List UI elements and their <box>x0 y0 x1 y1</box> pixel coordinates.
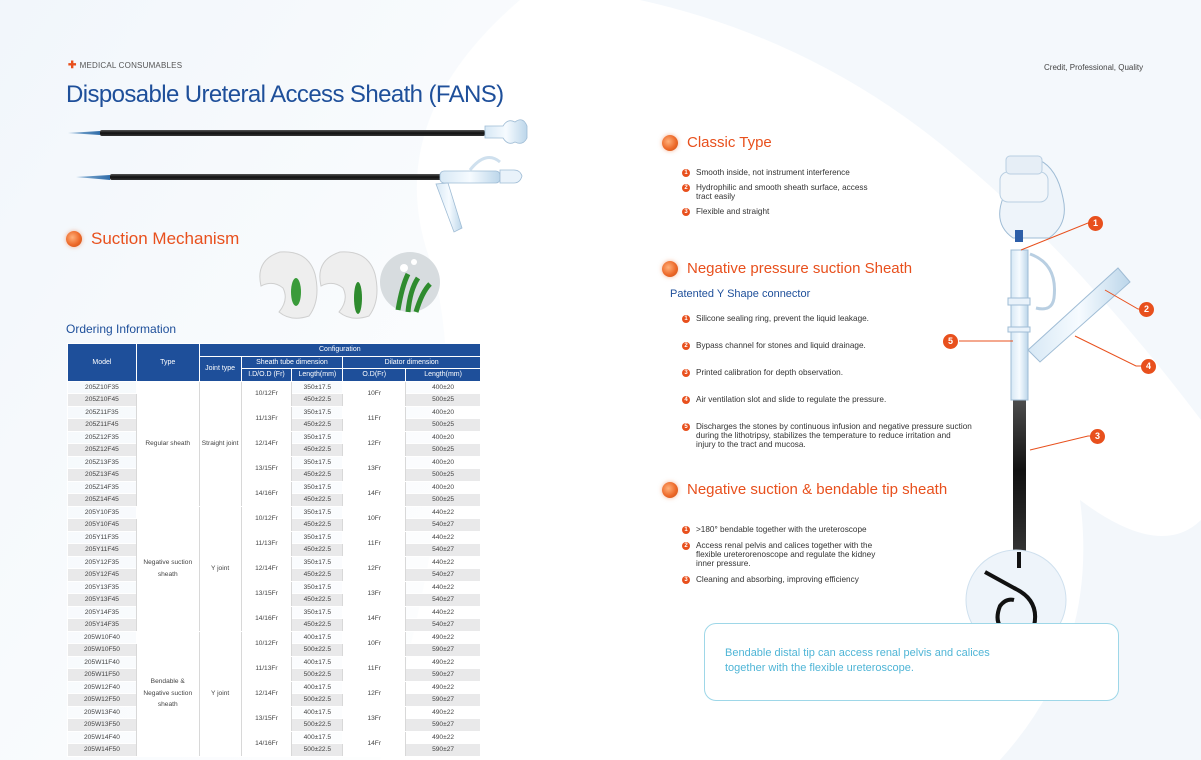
table-cell: 590±27 <box>406 644 481 657</box>
table-cell: 13Fr <box>343 706 406 731</box>
list-item-text: Printed calibration for depth observation. <box>696 368 844 377</box>
table-cell: 490±22 <box>406 631 481 644</box>
table-row <box>68 631 481 644</box>
table-cell: 11Fr <box>343 531 406 556</box>
col-joint-type: Joint type <box>199 356 241 381</box>
list-item-text: Discharges the stones by continuous infusion and negative pressure suction during the lithotripsy, stabilizes the temperature to reduce irritation and injury to the tract and mucosa. <box>696 422 972 449</box>
table-cell: 590±27 <box>406 669 481 682</box>
list-item-text: >180° bendable together with the ureteroscope <box>696 525 867 534</box>
table-cell: 13Fr <box>343 581 406 606</box>
col-dilator-length: Length(mm) <box>406 369 481 382</box>
table-cell: 540±27 <box>406 519 481 532</box>
table-cell: 205Y10F35 <box>68 506 137 519</box>
table-cell: 205Y13F35 <box>68 581 137 594</box>
slogan: Credit, Professional, Quality <box>1044 63 1144 72</box>
table-cell: 10/12Fr <box>241 631 292 656</box>
table-cell: 205W12F40 <box>68 681 137 694</box>
table-cell: 205W13F50 <box>68 719 137 732</box>
title-suffix: (FANS) <box>428 81 504 108</box>
table-cell: 205Z11F45 <box>68 419 137 432</box>
list-item-text: Access renal pelvis and calices together with the flexible ureterorenoscope and regulate the kidney inner pressure. <box>696 541 876 568</box>
table-cell: 205Y13F45 <box>68 594 137 607</box>
table-cell: 205Y11F35 <box>68 531 137 544</box>
table-cell: 500±22.5 <box>292 669 343 682</box>
table-cell: 450±22.5 <box>292 444 343 457</box>
table-row <box>68 531 481 544</box>
number-badge: 4 <box>682 396 690 404</box>
table-cell: 540±27 <box>406 619 481 632</box>
table-cell: 540±27 <box>406 569 481 582</box>
table-cell: 14Fr <box>343 606 406 631</box>
ordering-heading: Ordering Information <box>66 322 177 336</box>
table-cell: 14/16Fr <box>241 731 292 756</box>
table-row <box>68 481 481 494</box>
table-cell: 205Z11F35 <box>68 406 137 419</box>
table-cell: 450±22.5 <box>292 519 343 532</box>
table-cell: 350±17.5 <box>292 531 343 544</box>
callout-badge-5: 5 <box>943 334 958 349</box>
list-item-text: Cleaning and absorbing, improving efficiency <box>696 575 859 584</box>
table-cell: Bendable & Negative suction sheath <box>136 631 199 756</box>
table-cell: 500±25 <box>406 419 481 432</box>
table-cell: 400±20 <box>406 431 481 444</box>
list-item <box>682 422 972 449</box>
list-item <box>682 395 972 404</box>
table-cell: 540±27 <box>406 544 481 557</box>
table-row <box>68 731 481 744</box>
table-cell: 205Z13F35 <box>68 456 137 469</box>
table-cell: 490±22 <box>406 656 481 669</box>
list-item <box>682 368 972 377</box>
callout-badge-4: 4 <box>1141 359 1156 374</box>
table-cell: 205W13F40 <box>68 706 137 719</box>
table-cell: 450±22.5 <box>292 594 343 607</box>
table-cell: 205Z12F45 <box>68 444 137 457</box>
table-cell: 205W11F40 <box>68 656 137 669</box>
suction-mechanism-heading <box>66 229 239 249</box>
category-label <box>68 60 182 71</box>
table-cell: 500±22.5 <box>292 644 343 657</box>
table-cell: 350±17.5 <box>292 481 343 494</box>
col-od: O.D(Fr) <box>343 369 406 382</box>
table-cell: 400±20 <box>406 406 481 419</box>
table-row <box>68 456 481 469</box>
list-item-text: Flexible and straight <box>696 207 770 216</box>
table-cell: 440±22 <box>406 556 481 569</box>
number-badge: 3 <box>682 576 690 584</box>
table-cell: 205Z10F45 <box>68 394 137 407</box>
table-cell: 10Fr <box>343 631 406 656</box>
table-row <box>68 706 481 719</box>
list-item-text: Hydrophilic and smooth sheath surface, access tract easily <box>696 183 868 201</box>
list-item <box>682 575 882 584</box>
table-cell: 205Z13F45 <box>68 469 137 482</box>
col-model: Model <box>68 344 137 382</box>
callout-badge-3: 3 <box>1090 429 1105 444</box>
table-cell: 11/13Fr <box>241 531 292 556</box>
bendable-heading-text: Negative suction & bendable tip sheath <box>687 481 948 498</box>
table-cell: 205W14F40 <box>68 731 137 744</box>
table-cell: 205Y14F35 <box>68 606 137 619</box>
table-cell: 400±20 <box>406 481 481 494</box>
callout-badge-1: 1 <box>1088 216 1103 231</box>
number-badge: 2 <box>682 542 690 550</box>
table-row <box>68 656 481 669</box>
table-cell: 450±22.5 <box>292 469 343 482</box>
table-cell: Y joint <box>199 506 241 631</box>
table-cell: 205Z14F35 <box>68 481 137 494</box>
table-cell: 11/13Fr <box>241 656 292 681</box>
table-cell: 400±20 <box>406 456 481 469</box>
category-text: MEDICAL CONSUMABLES <box>79 61 183 70</box>
table-cell: 205W12F50 <box>68 694 137 707</box>
table-cell: 490±22 <box>406 706 481 719</box>
classic-list <box>682 168 882 222</box>
table-cell: 500±25 <box>406 394 481 407</box>
callout-text: Bendable distal tip can access renal pelvis and calices together with the flexible ureteroscope. <box>725 647 990 674</box>
table-cell: 12/14Fr <box>241 556 292 581</box>
table-cell: 590±27 <box>406 744 481 757</box>
table-cell: 450±22.5 <box>292 544 343 557</box>
number-badge: 1 <box>682 526 690 534</box>
table-cell: Straight joint <box>199 381 241 506</box>
table-cell: 11/13Fr <box>241 406 292 431</box>
table-cell: 450±22.5 <box>292 619 343 632</box>
list-item <box>682 525 882 534</box>
number-badge: 5 <box>682 423 690 431</box>
table-cell: 350±17.5 <box>292 606 343 619</box>
table-cell: 440±22 <box>406 581 481 594</box>
list-item-text: Bypass channel for stones and liquid drainage. <box>696 341 866 350</box>
table-cell: Negative suction sheath <box>136 506 199 631</box>
list-item-text: Smooth inside, not instrument interference <box>696 168 850 177</box>
number-badge: 2 <box>682 342 690 350</box>
negative-pressure-heading <box>662 260 912 277</box>
y-connector-subheading: Patented Y Shape connector <box>670 288 811 300</box>
list-item <box>682 168 882 177</box>
table-cell: 11Fr <box>343 406 406 431</box>
col-configuration: Configuration <box>199 344 480 357</box>
table-cell: 13Fr <box>343 456 406 481</box>
table-cell: 400±17.5 <box>292 681 343 694</box>
table-cell: 10Fr <box>343 381 406 406</box>
table-cell: 14Fr <box>343 481 406 506</box>
table-row <box>68 506 481 519</box>
list-item <box>682 207 882 216</box>
table-cell: 540±27 <box>406 594 481 607</box>
classic-type-heading <box>662 134 772 151</box>
ordering-table-body <box>68 381 481 756</box>
table-cell: 205Y11F45 <box>68 544 137 557</box>
table-cell: 14/16Fr <box>241 606 292 631</box>
table-row <box>68 556 481 569</box>
table-cell: 205W11F50 <box>68 669 137 682</box>
table-cell: 205Y14F35 <box>68 619 137 632</box>
table-cell: 12/14Fr <box>241 681 292 706</box>
classic-heading-text: Classic Type <box>687 134 772 151</box>
table-cell: 440±22 <box>406 531 481 544</box>
table-cell: 400±17.5 <box>292 631 343 644</box>
table-cell: 205Y10F45 <box>68 519 137 532</box>
table-cell: 13/15Fr <box>241 706 292 731</box>
list-item-text: Air ventilation slot and slide to regulate the pressure. <box>696 395 887 404</box>
col-sheath-tube: Sheath tube dimension <box>241 356 343 369</box>
list-item <box>682 541 882 568</box>
page-title <box>66 81 504 109</box>
kidney-illustrations <box>260 252 440 318</box>
number-badge: 2 <box>682 184 690 192</box>
table-cell: 12/14Fr <box>241 431 292 456</box>
col-type: Type <box>136 344 199 382</box>
table-cell: 500±25 <box>406 444 481 457</box>
table-cell: 350±17.5 <box>292 406 343 419</box>
ordering-table <box>67 343 481 757</box>
suction-heading-text: Suction Mechanism <box>91 229 240 248</box>
table-cell: 205W10F50 <box>68 644 137 657</box>
table-cell: 14Fr <box>343 731 406 756</box>
table-cell: 440±22 <box>406 506 481 519</box>
list-item-text: Silicone sealing ring, prevent the liquid leakage. <box>696 314 869 323</box>
table-row <box>68 406 481 419</box>
table-cell: 590±27 <box>406 694 481 707</box>
number-badge: 3 <box>682 369 690 377</box>
negative-heading-text: Negative pressure suction Sheath <box>687 260 913 277</box>
table-cell: 13/15Fr <box>241 581 292 606</box>
table-cell: 500±22.5 <box>292 694 343 707</box>
table-cell: 12Fr <box>343 556 406 581</box>
table-row <box>68 606 481 619</box>
col-dilator: Dilator dimension <box>343 356 481 369</box>
table-row <box>68 581 481 594</box>
table-cell: 450±22.5 <box>292 419 343 432</box>
table-cell: 490±22 <box>406 731 481 744</box>
table-cell: 350±17.5 <box>292 556 343 569</box>
medical-cross-icon: ✚ <box>68 60 77 71</box>
list-item <box>682 341 972 350</box>
negative-list <box>682 314 972 455</box>
table-cell: 350±17.5 <box>292 381 343 394</box>
number-badge: 1 <box>682 315 690 323</box>
col-id-od: I.D/O.D (Fr) <box>241 369 292 382</box>
table-cell: 205Z12F35 <box>68 431 137 444</box>
table-cell: 205W10F40 <box>68 631 137 644</box>
bullet-dot-icon <box>662 482 678 498</box>
table-cell: 500±22.5 <box>292 719 343 732</box>
callout-badge-2: 2 <box>1139 302 1154 317</box>
table-cell: 490±22 <box>406 681 481 694</box>
table-cell: 10Fr <box>343 506 406 531</box>
table-cell: 400±17.5 <box>292 731 343 744</box>
table-cell: 400±17.5 <box>292 656 343 669</box>
table-cell: 440±22 <box>406 606 481 619</box>
table-cell: 400±20 <box>406 381 481 394</box>
table-cell: 12Fr <box>343 431 406 456</box>
table-cell: 205Z10F35 <box>68 381 137 394</box>
table-cell: 450±22.5 <box>292 494 343 507</box>
bullet-dot-icon <box>662 261 678 277</box>
table-cell: 13/15Fr <box>241 456 292 481</box>
table-cell: 590±27 <box>406 719 481 732</box>
number-badge: 1 <box>682 169 690 177</box>
table-cell: 205W14F50 <box>68 744 137 757</box>
table-cell: Y joint <box>199 631 241 756</box>
bullet-dot-icon <box>662 135 678 151</box>
bendable-tip-heading <box>662 481 947 498</box>
table-cell: 12Fr <box>343 681 406 706</box>
bendable-list <box>682 525 882 590</box>
table-row <box>68 431 481 444</box>
table-cell: 500±25 <box>406 494 481 507</box>
table-cell: 350±17.5 <box>292 581 343 594</box>
list-item <box>682 183 882 201</box>
table-cell: 350±17.5 <box>292 506 343 519</box>
bullet-dot-icon <box>66 231 82 247</box>
table-cell: 500±25 <box>406 469 481 482</box>
table-row <box>68 681 481 694</box>
table-row <box>68 381 481 394</box>
col-length: Length(mm) <box>292 369 343 382</box>
table-cell: 14/16Fr <box>241 481 292 506</box>
table-cell: 450±22.5 <box>292 394 343 407</box>
title-main: Disposable Ureteral Access Sheath <box>66 81 423 108</box>
list-item <box>682 314 972 323</box>
table-cell: 350±17.5 <box>292 431 343 444</box>
number-badge: 3 <box>682 208 690 216</box>
bendable-callout-box <box>704 623 1119 701</box>
table-cell: 205Z14F45 <box>68 494 137 507</box>
table-cell: 10/12Fr <box>241 381 292 406</box>
table-cell: 205Y12F45 <box>68 569 137 582</box>
table-cell: 400±17.5 <box>292 706 343 719</box>
table-cell: 500±22.5 <box>292 744 343 757</box>
table-cell: 350±17.5 <box>292 456 343 469</box>
table-cell: 11Fr <box>343 656 406 681</box>
table-cell: 205Y12F35 <box>68 556 137 569</box>
table-cell: Regular sheath <box>136 381 199 506</box>
table-cell: 10/12Fr <box>241 506 292 531</box>
table-cell: 450±22.5 <box>292 569 343 582</box>
